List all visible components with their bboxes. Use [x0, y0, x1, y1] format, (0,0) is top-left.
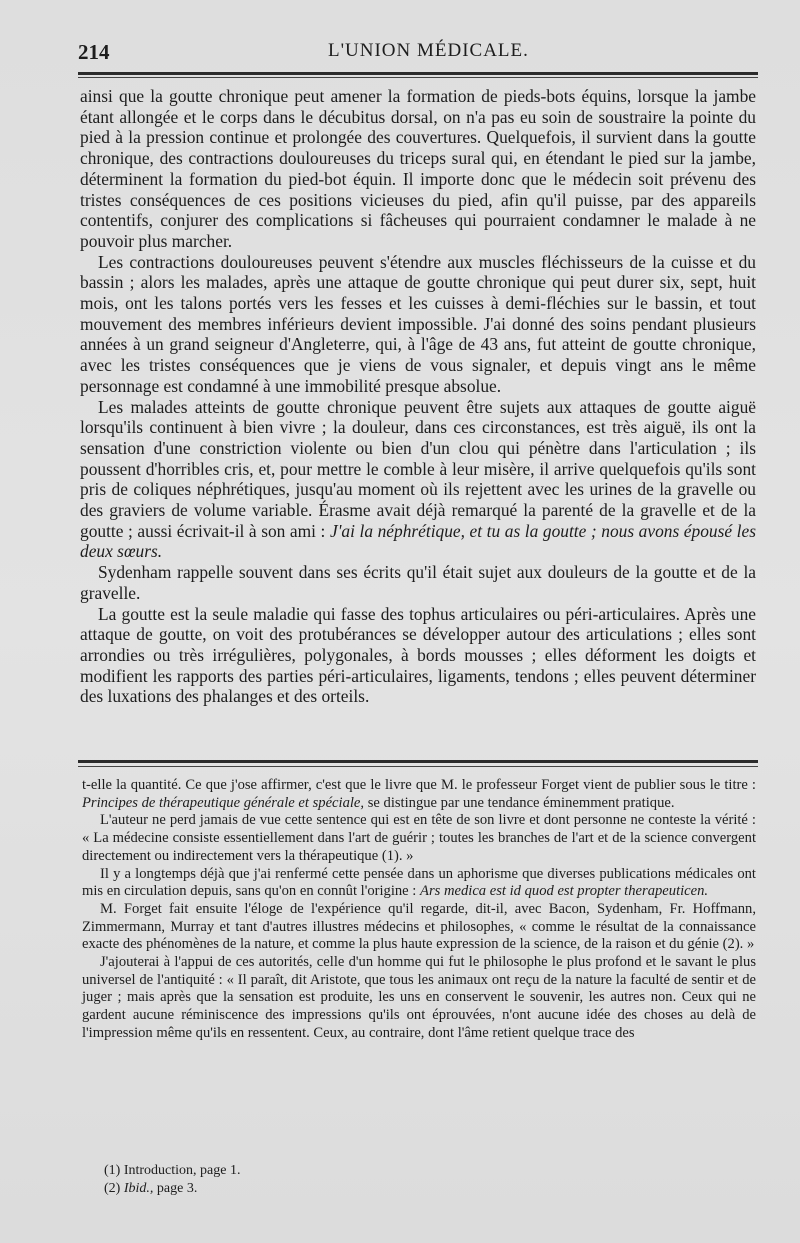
header-rule	[78, 72, 758, 75]
paragraph-text: t-elle la quantité. Ce que j'ose affirmer, c'est que le livre que M. le professeur Forget vient de publier sous le titre :	[82, 777, 756, 793]
main-paragraph: Les contractions douloureuses peuvent s'étendre aux muscles fléchisseurs de la cuisse et du bassin ; alors les malades, après une attaque de goutte chronique qui peut durer six, sept, huit mois, ont les talons portés vers les fesses et les cuisses à demi-fléchies sur le bassin, et tout mouvement des membres inférieurs devient impossible. J'ai donné des soins pendant plusieurs années à un grand seigneur d'Angleterre, qui, à l'âge de 43 ans, fut atteint de goutte chronique, avec les tristes conséquences que je viens de vous signaler, et depuis vingt ans le même personnage est condamné à une immobilité presque absolue.	[80, 251, 756, 396]
feuilleton-paragraph: J'ajouterai à l'appui de ces autorités, celle d'un homme qui fut le philosophe le plus profond et le savant le plus universel de l'antiquité : « Il paraît, dit Aristote, que tous les animaux ont reçu de la nature la faculté de sentir et de juger ; mais après que la sensation est produite, les uns en conservent le souvenir, les autres non. Ceux qui ne gardent aucune réminiscence des impressions qu'ils ont éprouvées, n'ont aucune idée des choses au delà de l'impression même qu'ils en ressentent. Ceux, au contraire, dont l'âme retient quelque trace des	[82, 954, 756, 1041]
main-text	[80, 86, 756, 707]
footnote-ibid: Ibid.,	[123, 1181, 154, 1196]
feuilleton-paragraph	[82, 866, 756, 901]
paragraph-text: Les malades atteints de goutte chronique peuvent être sujets aux attaques de goutte aiguë lorsqu'ils continuent à bien vivre ; la douleur, dans ces circonstances, est très aiguë, ils ont la sensation d'une constriction violente ou bien d'un clou qui pénètre dans l'articulation ; ils poussent d'horribles cris, et, pour mettre le comble à leur misère, il arrive quelquefois qu'ils sont pris de coliques néphrétiques, jusqu'au moment où ils rejettent avec les urines de la gravelle ou des graviers de volume variable. Érasme avait déjà remarqué la parenté de la gravelle et de la goutte ; aussi écrivait-il à son ami :	[80, 396, 756, 541]
feuilleton-rule	[78, 760, 758, 763]
page-header	[78, 34, 758, 64]
footnote-mark: (2)	[104, 1181, 121, 1196]
paragraph-text: se distingue par une tendance éminemment pratique.	[367, 794, 675, 811]
main-paragraph	[80, 397, 756, 563]
main-paragraph: ainsi que la goutte chronique peut amener la formation de pieds-bots équins, lorsque la jambe étant allongée et le corps dans le décubitus dorsal, on n'a pas eu soin de soustraire la pointe du pied à la pression continue et prolongée des couvertures. Quelquefois, il survient dans la goutte chronique, des contractions douloureuses du triceps sural qui, en étendant le pied sur la jambe, déterminent la formation du pied-bot équin. Il importe donc que le médecin soit prévenu des tristes conséquences de ces positions vicieuses du pied, afin qu'il puisse, par des appareils contentifs, conjurer des complications si fâcheuses qui pourraient condamner le malade à ne pouvoir plus marcher.	[80, 86, 756, 251]
feuilleton-paragraph: M. Forget fait ensuite l'éloge de l'expérience qu'il regarde, dit-il, avec Bacon, Sydenham, Fr. Hoffmann, Zimmermann, Murray et tant d'autres illustres médecins et philosophes, « comme le résultat de la connaissance exacte des phénomènes de la nature, et comme la plus haute expression de la science, de la raison et du génie (2). »	[82, 900, 756, 953]
main-paragraph: La goutte est la seule maladie qui fasse des tophus articulaires ou péri-articulaires. Après une attaque de goutte, on voit des protubérances se développer autour des articulations ; elles sont arrondies ou très irrégulières, polygonales, à bords mousses ; elles déforment les doigts et modifient les rapports des parties péri-articulaires, ligaments, tendons ; elles peuvent déterminer des luxations des phalanges et des orteils.	[80, 603, 756, 707]
main-paragraph: Sydenham rappelle souvent dans ses écrits qu'il était sujet aux douleurs de la goutte et de la gravelle.	[80, 562, 756, 603]
feuilleton-rule-thin	[78, 766, 758, 767]
book-title: Principes de thérapeutique générale et spéciale,	[82, 794, 365, 811]
header-rule-thin	[78, 77, 758, 78]
erasmus-quote: J'ai la néphrétique, et tu as la goutte ; nous avons épousé les deux sœurs.	[80, 520, 756, 562]
footnote-page: page 3.	[156, 1181, 198, 1196]
footnote: (1) Introduction, page 1.	[104, 1163, 241, 1178]
feuilleton-text	[82, 777, 756, 1043]
running-title: L'UNION MÉDICALE.	[328, 40, 529, 61]
page-number: 214	[78, 40, 110, 64]
footnote	[104, 1180, 704, 1198]
paragraph-text: Il y a longtemps déjà que j'ai renfermé cette pensée dans un aphorisme que diverses publications médicales ont mis en circulation depuis, sans qu'on en connût l'origine :	[82, 865, 756, 900]
feuilleton-paragraph: L'auteur ne perd jamais de vue cette sentence qui est en tête de son livre et dont personne ne conteste la vérité : « La médecine consiste essentiellement dans l'art de guérir ; toutes les branches de l'art et de la science convergent directement ou indirectement vers la thérapeutique (1). »	[82, 812, 756, 864]
latin-aphorism: Ars medica est id quod est propter therapeuticen.	[420, 883, 709, 900]
footnotes	[104, 1162, 704, 1198]
feuilleton-paragraph	[82, 777, 756, 812]
